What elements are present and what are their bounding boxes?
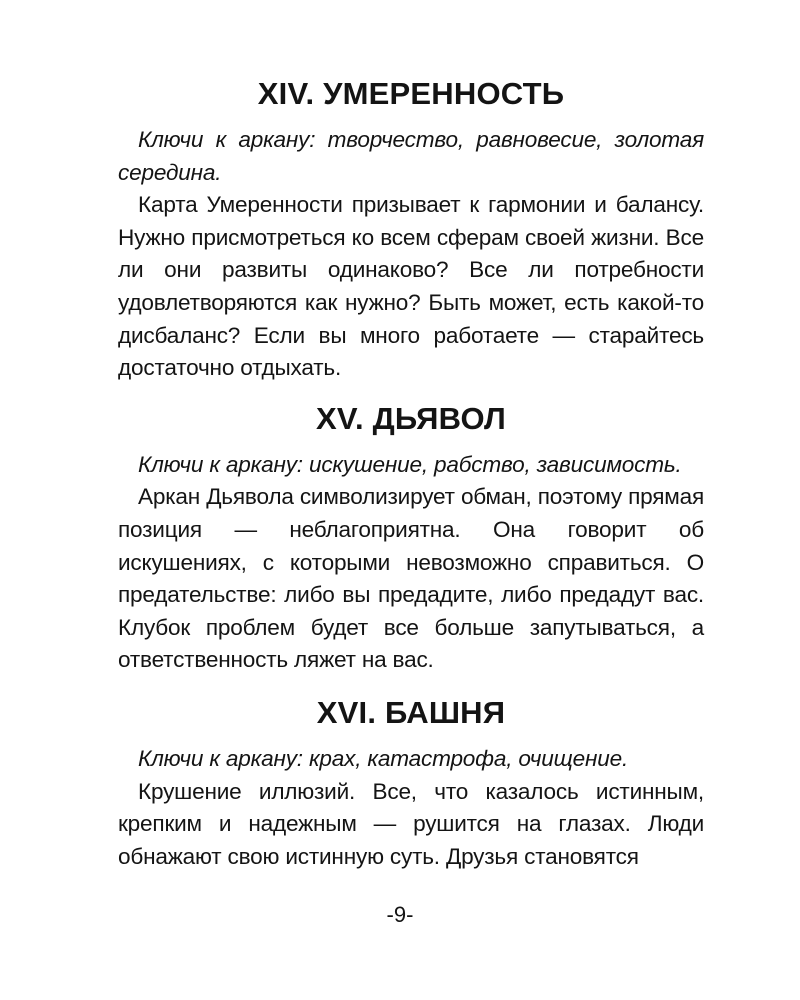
page-number: -9- bbox=[386, 902, 414, 927]
arcana-keys: Ключи к аркану: крах, катастрофа, очищение. bbox=[138, 745, 629, 771]
arcana-keys: Ключи к аркану: творчество, равновесие, золотая середина. bbox=[118, 127, 704, 185]
section-devil bbox=[118, 399, 704, 677]
section-title: XIV. УМЕРЕННОСТЬ bbox=[257, 76, 565, 111]
section-body: Аркан Дьявола символизирует обман, поэтому прямая позиция — неблагоприятна. Она говорит об искушениях, с которыми невозможно справиться. О предательстве: либо вы предадите, либо предадут вас. Клубок проблем будет все больше запутываться, а ответственность ляжет на вас. bbox=[118, 484, 704, 673]
section-temperance bbox=[118, 74, 704, 385]
section-tower bbox=[118, 693, 704, 873]
section-title: XVI. БАШНЯ bbox=[316, 694, 506, 730]
arcana-keys: Ключи к аркану: искушение, рабство, зависимость. bbox=[138, 451, 682, 477]
page-content bbox=[118, 68, 704, 873]
section-body: Крушение иллюзий. Все, что казалось истинным, крепким и надежным — рушится на глазах. Люди обнажают свою истинную суть. Друзья становятся bbox=[118, 778, 704, 869]
section-body: Карта Умеренности призывает к гармонии и балансу. Нужно присмотреться ко всем сферам своей жизни. Все ли они развиты одинаково? Все ли потребности удовлетворяются как нужно? Быть может, есть какой-то дисбаланс? Если вы много работаете — старайтесь достаточно отдыхать. bbox=[118, 192, 704, 381]
section-title: XV. ДЬЯВОЛ bbox=[316, 400, 506, 436]
